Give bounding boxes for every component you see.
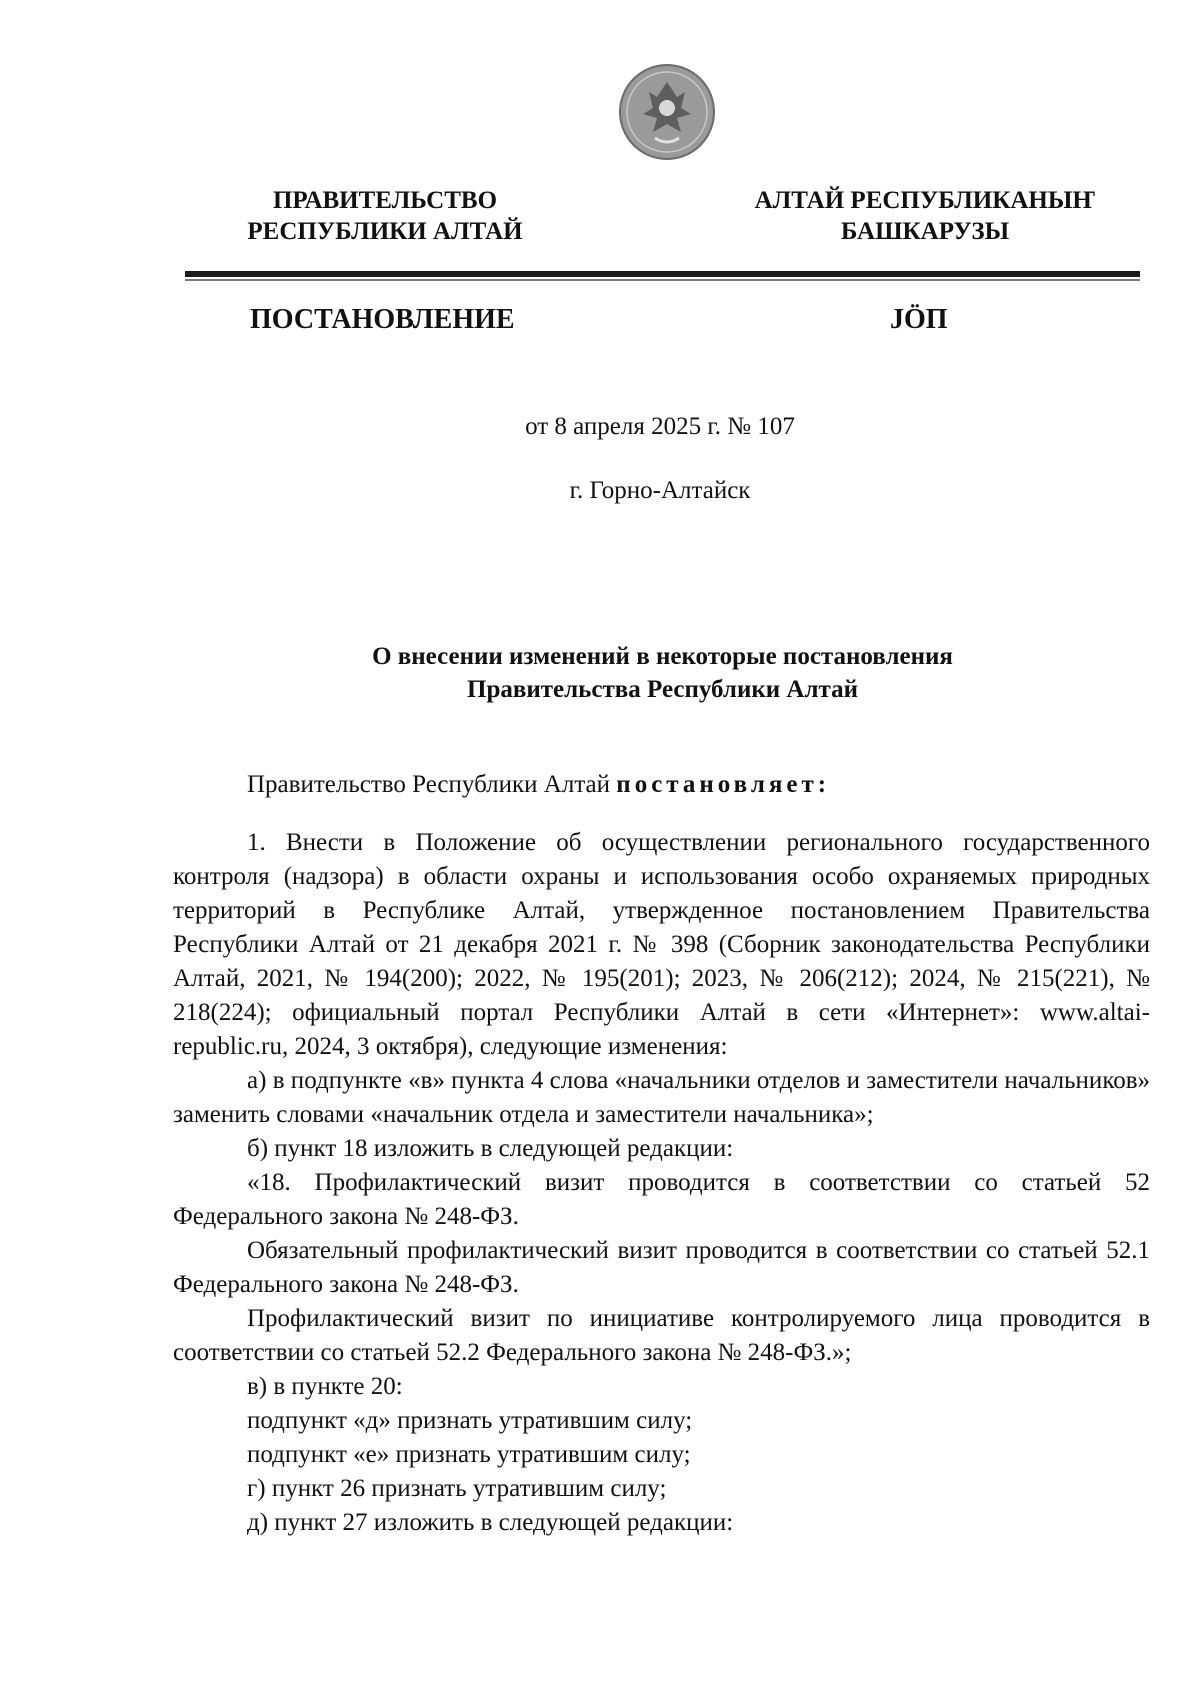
paragraph-subpoint-d: подпункт «д» признать утратившим силу; [247,1407,693,1434]
document-title-line1: О внесении изменений в некоторые постановления [372,643,953,670]
paragraph-g: г) пункт 26 признать утратившим силу; [247,1475,667,1502]
resolution-lead [173,768,1150,802]
lead-text: Правительство Республики Алтай [247,771,617,798]
header-left-line1: ПРАВИТЕЛЬСТВО [272,187,498,214]
document-body [173,768,1150,1540]
doc-type-altai: JÖП [890,304,948,335]
coat-of-arms-icon [617,62,717,162]
paragraph-initiative-visit: Профилактический визит по инициативе контролируемого лица проводится в соответствии со статьей 52.2 Федерального закона № 248-ФЗ.»; [173,1305,1150,1366]
paragraph-v: в) в пункте 20: [247,1373,403,1400]
paragraph-a: а) в подпункте «в» пункта 4 слова «начальники отделов и заместители начальников» заменить словами «начальник отдела и заместители начальника»; [173,1067,1150,1128]
document-title-line2: Правительства Республики Алтай [467,676,858,703]
paragraph-b: б) пункт 18 изложить в следующей редакции: [247,1135,734,1162]
document-title [185,640,1140,706]
header-left [215,185,555,247]
paragraph-1: 1. Внести в Положение об осуществлении регионального государственного контроля (надзора) в области охраны и использования особо охраняемых природных территорий в Республике Алтай, утвержденное постановлением Правительства Республики Алтай от 21 декабря 2021 г. № 398 (Сборник законодательства Республики Алтай, 2021, № 194(200); 2022, № 195(201); 2023, № 206(212); 2024, № 215(221), № 218(224); официальный портал Республики Алтай в сети «Интернет»: www.altai-republic.ru, 2024, 3 октября), следующие изменения: [173,829,1150,1060]
paragraph-mandatory-visit: Обязательный профилактический визит проводится в соответствии со статьей 52.1 Федерального закона № 248-ФЗ. [173,1237,1150,1298]
header-divider-thin [185,279,1140,281]
header-right-line2: БАШКАРУЗЫ [840,218,1010,245]
lead-resolves: постановляет: [616,771,831,798]
paragraph-subpoint-e: подпункт «е» признать утратившим силу; [247,1441,691,1468]
paragraph-d: д) пункт 27 изложить в следующей редакции: [247,1509,734,1536]
header-right-line1: АЛТАЙ РЕСПУБЛИКАНЫҤ [754,187,1096,214]
doc-type-russian: ПОСТАНОВЛЕНИЕ [250,304,515,335]
document-city: г. Горно-Алтайск [569,477,751,504]
header-divider-thick [185,271,1140,277]
header-right [720,185,1130,247]
document-date-number: от 8 апреля 2025 г. № 107 [525,413,795,440]
paragraph-18: «18. Профилактический визит проводится в соответствии со статьей 52 Федерального закона № 248-ФЗ. [173,1169,1150,1230]
header-left-line2: РЕСПУБЛИКИ АЛТАЙ [247,218,523,245]
